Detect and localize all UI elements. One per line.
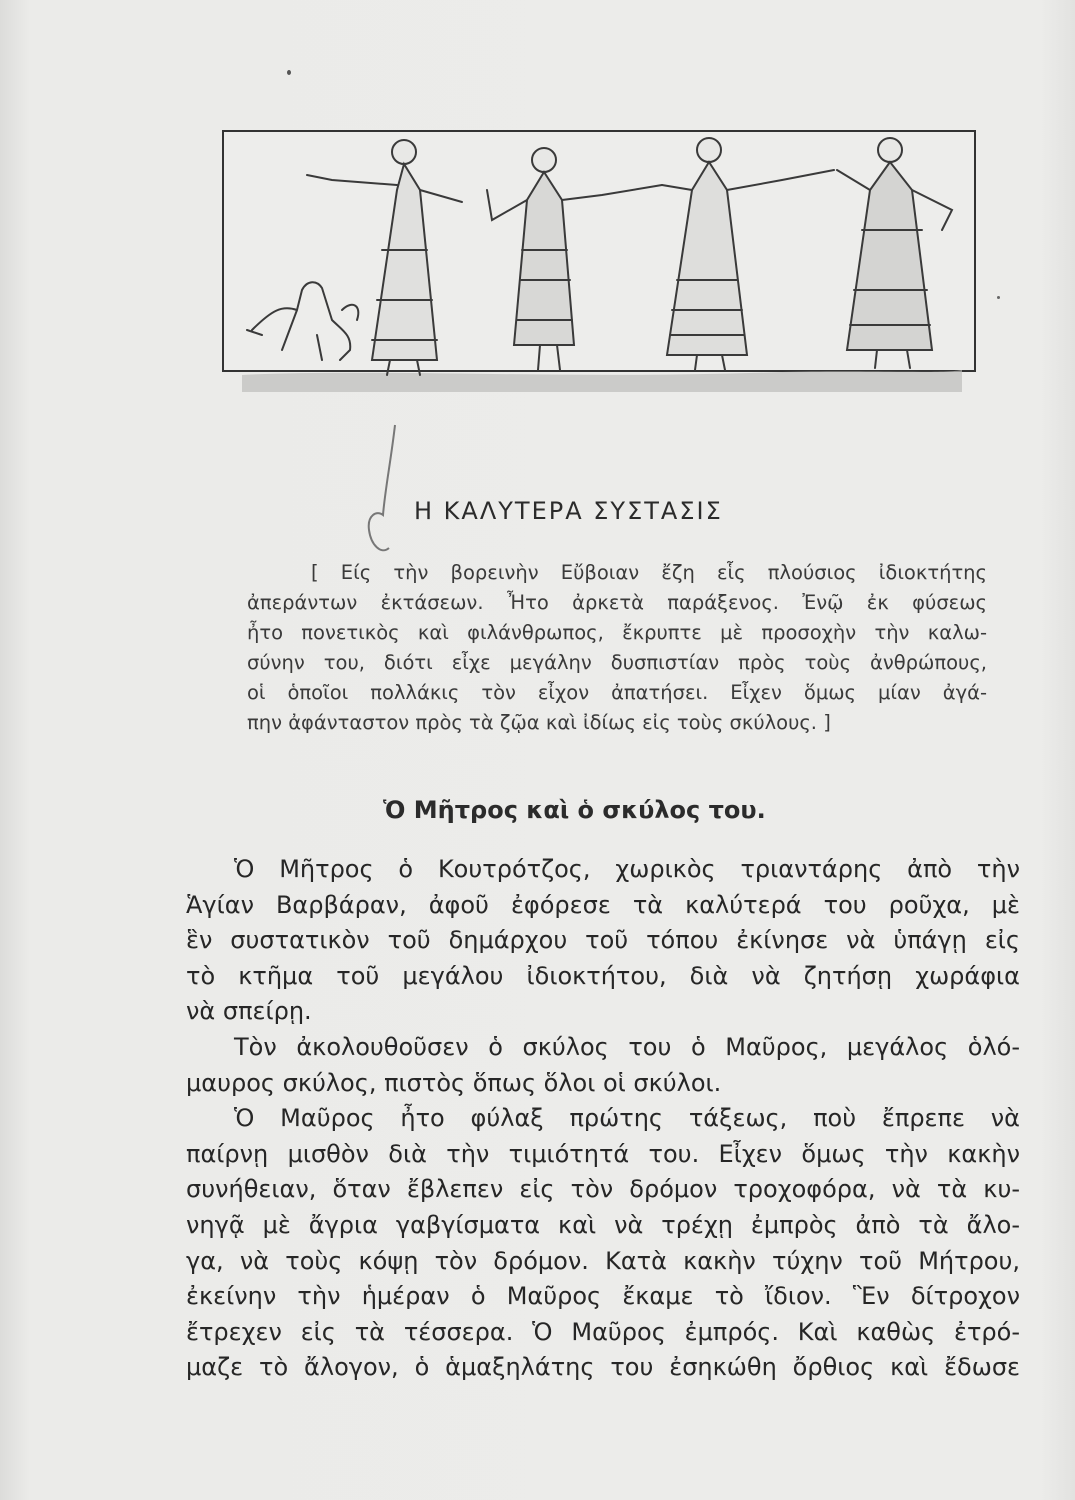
intro-line: σύνην του, διότι εἶχε μεγάλην δυσπιστίαν πρὸς τοὺς ἀνθρώπους, (247, 651, 987, 674)
body-line: μαζε τὸ ἄλογον, ὁ ἁμαξηλάτης του ἐσηκώθη ὄρθιος καὶ ἔδωσε (186, 1353, 1020, 1382)
body-line: μαυρος σκύλος, πιστὸς ὅπως ὅλοι οἱ σκύλοι. (186, 1068, 722, 1097)
section-heading: Ὁ Μῆτρος καὶ ὁ σκύλος του. (383, 796, 766, 824)
body-text (186, 852, 1020, 1386)
intro-line: [ Είς τὴν βορεινὴν Εὔβοιαν ἔζη εἷς πλούσιος ἰδιοκτήτης (311, 561, 987, 584)
intro-paragraph (247, 558, 987, 738)
body-line: συνήθειαν, ὅταν ἔβλεπεν εἰς τὸν δρόμον τροχοφόρα, νὰ τὰ κυ- (186, 1175, 1020, 1204)
intro-line: ἀπεράντων ἐκτάσεων. Ἦτο ἀρκετὰ παράξενος. Ἐνῷ ἐκ φύσεως (247, 591, 987, 614)
body-line: γα, νὰ τοὺς κόψῃ τὸν δρόμον. Κατὰ κακὴν τύχην τοῦ Μήτρου, (186, 1246, 1020, 1275)
intro-line: ἦτο πονετικὸς καὶ φιλάνθρωπος, ἔκρυπτε μὲ προσοχὴν τὴν καλω- (247, 621, 987, 644)
pencil-annotation-icon (355, 420, 415, 560)
body-line: Ὁ Μαῦρος ἦτο φύλαξ πρώτης τάξεως, ποὺ ἔπρεπε νὰ (234, 1104, 1020, 1133)
ink-speck (997, 296, 1000, 299)
intro-line: οἱ ὁποῖοι πολλάκις τὸν εἶχον ἀπατήσει. Εἶχεν ὅμως μίαν ἀγά- (247, 681, 987, 704)
intro-line: πην ἀφάνταστον πρὸς τὰ ζῷα καὶ ἰδίως εἰς τοὺς σκύλους. ] (247, 711, 831, 734)
body-line: νηγᾷ μὲ ἄγρια γαβγίσματα καὶ νὰ τρέχῃ ἐμπρὸς ἀπὸ τὰ ἄλο- (186, 1210, 1020, 1239)
body-line: Τὸν ἀκολουθοῦσεν ὁ σκύλος του ὁ Μαῦρος, μεγάλος ὁλό- (234, 1032, 1020, 1061)
chapter-title: Η ΚΑΛΥΤΕΡΑ ΣΥΣΤΑΣΙΣ (414, 497, 723, 525)
body-line: Ἁγίαν Βαρβάραν, ἀφοῦ ἐφόρεσε τὰ καλύτερά του ροῦχα, μὲ (186, 890, 1020, 919)
body-line: τὸ κτῆμα τοῦ μεγάλου ἰδιοκτήτου, διὰ νὰ ζητήσῃ χωράφια (186, 961, 1020, 990)
body-line: ἐκείνην τὴν ἡμέραν ὁ Μαῦρος ἔκαμε τὸ ἴδιον. Ἓν δίτροχον (186, 1282, 1020, 1311)
body-line: νὰ σπείρῃ. (186, 997, 312, 1026)
body-line: Ὁ Μῆτρος ὁ Κουτρότζος, χωρικὸς τριαντάρης ἀπὸ τὴν (234, 855, 1020, 883)
body-line: παίρνῃ μισθὸν διὰ τὴν τιμιότητά του. Εἶχεν ὅμως τὴν κακὴν (186, 1139, 1020, 1168)
dancing-women-illustration-icon (222, 130, 976, 392)
body-line: ἓν συστατικὸν τοῦ δημάρχου τοῦ τόπου ἐκίνησε νὰ ὑπάγῃ εἰς (186, 926, 1020, 955)
ink-speck (287, 70, 291, 75)
body-line: ἔτρεχεν εἰς τὰ τέσσερα. Ὁ Μαῦρος ἐμπρός. Καὶ καθὼς ἐτρό- (186, 1317, 1020, 1346)
